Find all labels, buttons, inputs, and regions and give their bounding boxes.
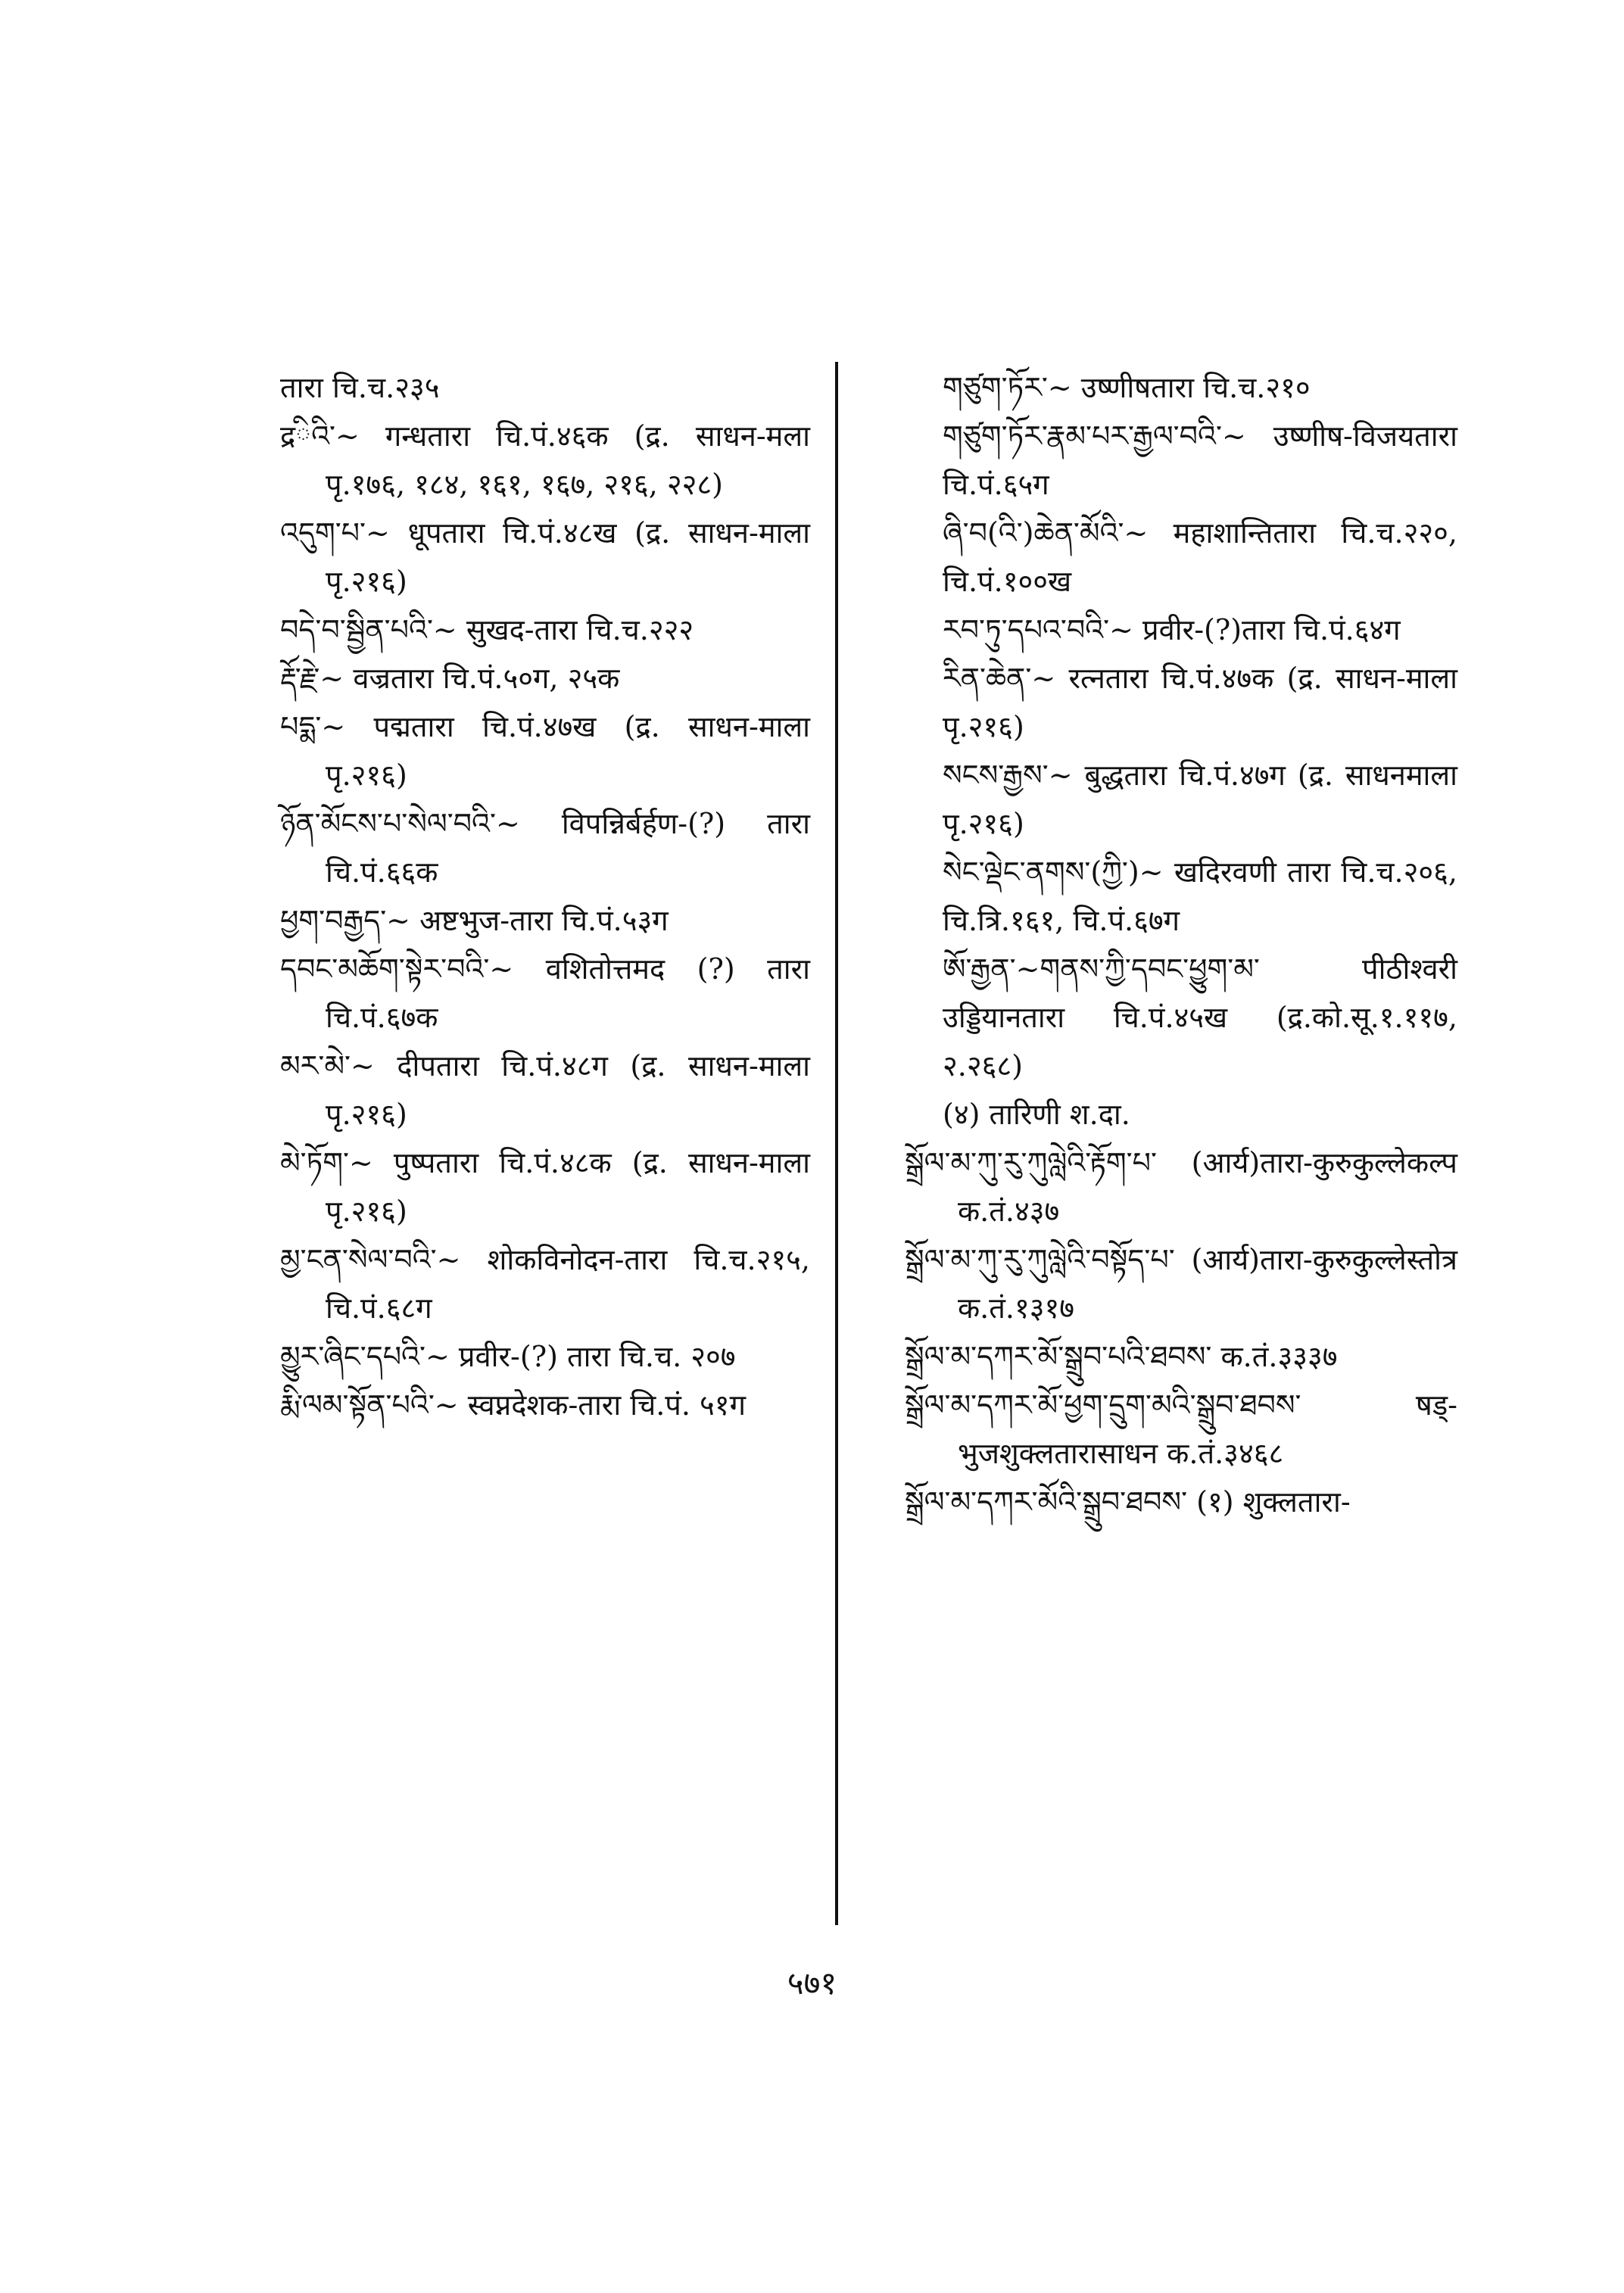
entry: སྒྲོལ་མ་དཀར་མོ་སྒྲུབ་པའི་ཐབས་ क.तं.३३३७ [905, 1340, 1338, 1373]
entry: གཙུག་ཏོར་~ उष्णीषतारा चि.च.२१० [943, 371, 1311, 404]
entry: མྱ་ངན་སེལ་བའི་~ शोकविनोदन-तारा चि.च.२१५, चि.पं.६८ग [280, 1243, 810, 1325]
entry: དབང་མཆོག་སྟེར་བའི་~ वशितोत्तमद (?) तारा चि.पं.६७क [280, 952, 810, 1034]
entry: པདྨ་~ पद्मतारा चि.पं.४७ख (द्र. साधन-माला पृ.२१६) [280, 710, 810, 792]
entry: རབ་ཏུ་དཔའ་བའི་~ प्रवीर-(?)तारा चि.पं.६४ग [943, 613, 1401, 646]
entry: སངས་རྒྱས་~ बुद्धतारा चि.पं.४७ग (द्र. साधनमाला पृ.२१६) [943, 759, 1457, 840]
entry: མར་མེ་~ दीपतारा चि.पं.४८ग (द्र. साधन-माला पृ.२१६) [280, 1049, 810, 1131]
entry: མེ་ཏོག་~ पुष्पतारा चि.पं.४८क (द्र. साधन-माला पृ.२१६) [280, 1146, 810, 1228]
entry: རྨི་ལམ་སྟོན་པའི་~ स्वप्नदेशक-तारा चि.पं. ५१ग [280, 1388, 746, 1422]
entry: བདེ་བ་སྦྱིན་པའི་~ सुखद-तारा चि.च.२२२ [280, 613, 694, 646]
entry: སྒྲོལ་མ་དཀར་མོའི་སྒྲུབ་ཐབས་ (१) शुक्लतारा- [905, 1485, 1351, 1519]
entry: द्रིའི་~ गन्धतारा चि.पं.४६क (द्र. साधन-मला पृ.१७६, १८४, १६१, १६७, २१६, २२८) [280, 419, 810, 501]
right-column [905, 363, 1457, 1526]
entry: སེང་ལྡེང་ནགས་(ཀྱི་)~ खदिरवणी तारा चि.च.२०६, चि.त्रि.१६१, चि.पं.६७ग [943, 855, 1457, 937]
entry: མྱུར་ཞིང་དཔའི་~ प्रवीर-(?) तारा चि.च. २०७ [280, 1340, 736, 1373]
entry: འདུག་པ་~ धूपतारा चि.पं.४८ख (द्र. साधन-माला पृ.२१६) [280, 516, 810, 598]
entry: ཕྱག་བརྒྱད་~ अष्टभुज-तारा चि.पं.५३ग [280, 904, 669, 937]
entry: སྒྲོལ་མ་ཀུ་རུ་ཀུལླེའི་བསྟོད་པ་ (आर्य)तारा-कुरुकुल्लेस्तोत्र क.तं.१३१७ [905, 1243, 1457, 1325]
entry: སྒྲོལ་མ་ཀུ་རུ་ཀུལླེའི་རྟོག་པ་ (आर्य)तारा-कुरुकुल्लेकल्प क.तं.४३७ [905, 1146, 1457, 1228]
left-column [280, 363, 810, 1429]
entry: ཉོན་མོངས་པ་སེལ་བའི་~ विपन्निर्बर्हण-(?) तारा चि.पं.६६क [280, 807, 810, 889]
entry: སྒྲོལ་མ་དཀར་མོ་ཕྱག་དྲུག་མའི་སྒྲུབ་ཐབས་ षड्-भुजशुक्लतारासाधन क.तं.३४६८ [905, 1388, 1457, 1470]
entry: ཞི་བ(འི་)ཆེན་མོའི་~ महाशान्तितारा चि.च.२२०, चि.पं.१००ख [943, 516, 1457, 598]
entry: (४) तारिणी श.दा. [943, 1098, 1130, 1131]
page-number: ५७१ [787, 1964, 837, 2002]
column-divider [835, 362, 838, 1925]
entry: ཨོ་རྒྱན་~གནས་ཀྱི་དབང་ཕྱུག་མ་ पीठीश्वरी उड्डियानतारा चि.पं.४५ख (द्र.को.सू.१.११७, २.२६८) [943, 952, 1457, 1083]
entry: རིན་ཆེན་~ रत्नतारा चि.पं.४७क (द्र. साधन-माला पृ.२१६) [943, 662, 1457, 743]
entry: གཙུག་ཏོར་རྣམ་པར་རྒྱལ་བའི་~ उष्णीष-विजयतारा चि.पं.६५ग [943, 419, 1457, 501]
entry: तारा चि.च.२३५ [280, 371, 440, 404]
entry: རྡོ་རྗེ་~ वज्रतारा चि.पं.५०ग, २५क [280, 662, 620, 695]
